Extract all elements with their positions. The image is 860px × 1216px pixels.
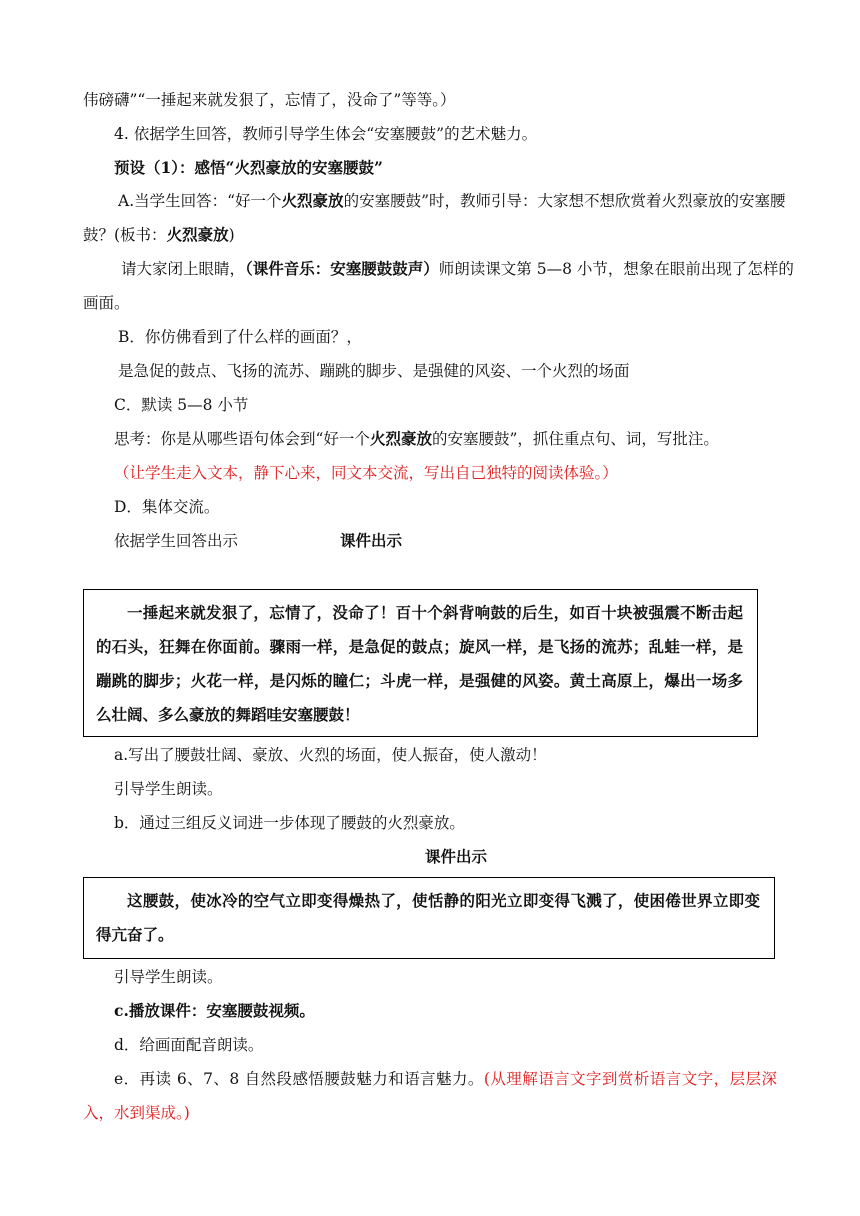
paragraph-line: a.写出了腰鼓壮阔、豪放、火烈的场面，使人振奋，使人激动！ [114, 746, 547, 764]
paragraph-line: 画面。 [83, 294, 130, 312]
paragraph [83, 1062, 777, 1130]
text-run: 的安塞腰鼓”，抓住重点句、词，写批注。 [431, 430, 719, 448]
paragraph-line: 引导学生朗读。 [114, 968, 223, 986]
paragraph-line: B．你仿佛看到了什么样的画面？， [118, 328, 362, 346]
paragraph-line: b．通过三组反义词进一步体现了腰鼓的火烈豪放。 [114, 814, 465, 832]
paragraph-line: D．集体交流。 [114, 498, 220, 516]
quote-box [83, 589, 758, 737]
courseware-label: 课件出示 [425, 848, 488, 866]
paragraph-line: 伟磅礴”“一捶起来就发狠了，忘情了，没命了”等等。） [83, 91, 456, 109]
text-run: 鼓？(板书： [83, 226, 167, 244]
teacher-note: （让学生走入文本，静下心来，同文本交流，写出自己独特的阅读体验。） [114, 464, 618, 482]
emphasis-text: 火烈豪放 [369, 429, 432, 448]
paragraph-line: 4. 依据学生回答，教师引导学生体会“安塞腰鼓”的艺术魅力。 [114, 125, 538, 143]
text-run: e．再读 6、7、8 自然段感悟腰鼓魅力和语言魅力。 [114, 1070, 484, 1088]
courseware-label: 课件出示 [340, 532, 403, 550]
paragraph-line: 依据学生回答出示 [114, 532, 239, 550]
section-heading: 预设（1）：感悟“火烈豪放的安塞腰鼓” [114, 158, 383, 177]
quote-box [83, 877, 775, 959]
teacher-note: (从理解语言文字到赏析语言文字，层层深入，水到渠成。) [83, 1070, 777, 1122]
text-run: 思考：你是从哪些语句体会到“好一个 [114, 430, 370, 448]
paragraph-line [121, 259, 794, 279]
paragraph-line: d．给画面配音朗读。 [114, 1036, 264, 1054]
paragraph-line [114, 429, 719, 449]
paragraph-line: 是急促的鼓点、飞扬的流苏、蹦跳的脚步、是强健的风姿、一个火烈的场面 [118, 362, 630, 380]
text-run: 请大家闭上眼睛， [121, 260, 246, 278]
paragraph-line [83, 225, 235, 245]
text-run: ) [228, 226, 235, 244]
emphasis-text: （课件音乐：安塞腰鼓鼓声） [245, 259, 439, 278]
quote-text: 一捶起来就发狠了，忘情了，没命了！百十个斜背响鼓的后生，如百十块被强震不断击起的石头，狂舞在你面前。骤雨一样，是急促的鼓点；旋风一样，是飞扬的流苏；乱蛙一样，是蹦跳的脚步；火花一样，是闪烁的瞳仁；斗虎一样，是强健的风姿。黄土高原上，爆出一场多么壮阔、多么豪放的舞蹈哇安塞腰鼓！ [96, 604, 743, 724]
quote-text: 这腰鼓，使冰冷的空气立即变得燥热了，使恬静的阳光立即变得飞溅了，使困倦世界立即变得亢奋了。 [96, 892, 760, 944]
paragraph-line [118, 191, 786, 211]
paragraph-line: c.播放课件：安塞腰鼓视频。 [114, 1001, 315, 1020]
text-run: A.当学生回答：“好一个 [118, 192, 282, 210]
text-run: 师朗读课文第 5—8 小节，想象在眼前出现了怎样的 [438, 260, 794, 278]
paragraph-line: 引导学生朗读。 [114, 780, 223, 798]
emphasis-text: 火烈豪放 [281, 191, 344, 210]
text-run: 的安塞腰鼓”时，教师引导：大家想不想欣赏着火烈豪放的安塞腰 [343, 192, 786, 210]
paragraph-line: C．默读 5—8 小节 [114, 396, 249, 414]
emphasis-text: 火烈豪放 [166, 225, 229, 244]
